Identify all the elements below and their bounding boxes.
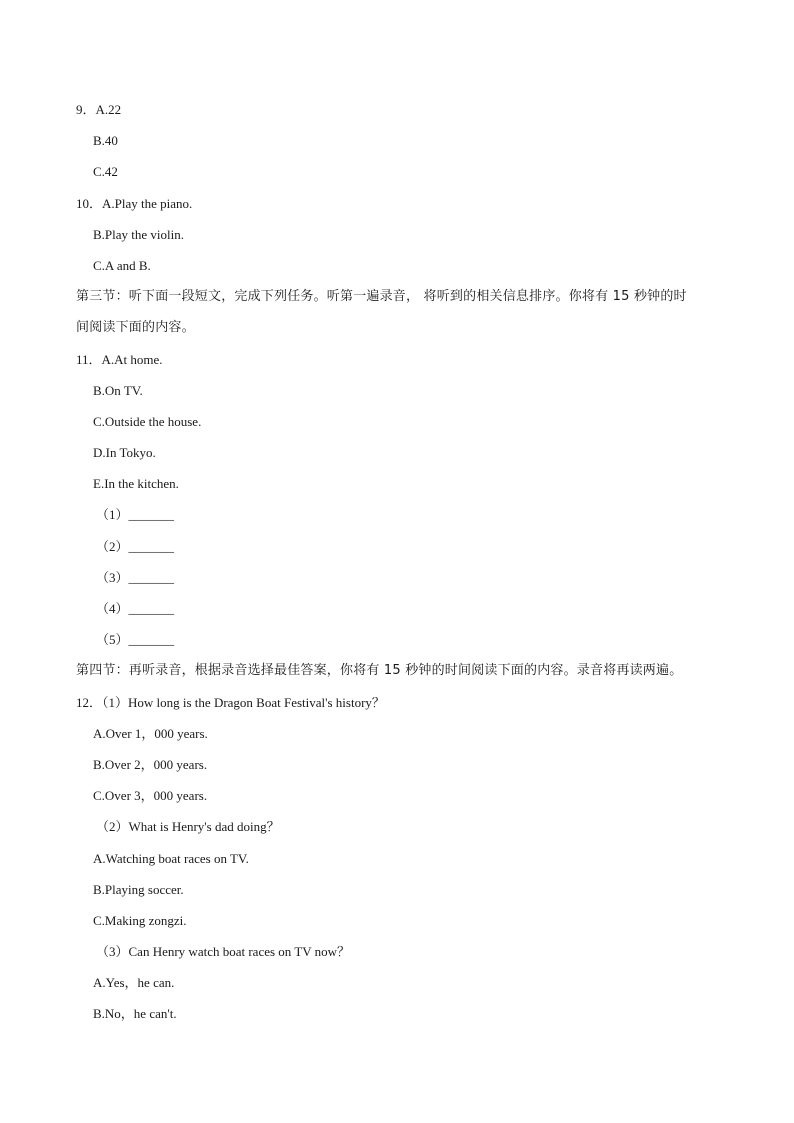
section-instruction: 间阅读下面的内容。 [76,320,195,336]
sub-question-line: （2）What is Henry's dad doing？ [96,819,280,835]
sub-question-line: （4）_______ [96,601,175,616]
answer-option: B.Over 2，000 years. [93,756,208,772]
question-line: 12．（1）How long is the Dragon Boat Festival's history？ [76,694,385,710]
answer-option: B.40 [93,133,118,149]
question-line: 9．A.22 [76,102,122,117]
sub-question-line: （3）_______ [96,569,175,585]
sub-question-line: （1）_______ [96,507,175,523]
answer-option: A.Watching boat races on TV. [93,850,249,866]
sub-question-line: （3）Can Henry watch boat races on TV now？ [96,944,351,960]
answer-option: D.In Tokyo. [93,445,156,461]
sub-question-line: （5）_______ [96,632,175,648]
answer-option: B.No，he can't. [93,1006,177,1022]
section-instruction: 第三节：听下面一段短文，完成下列任务。听第一遍录音， 将听到的相关信息排序。你将有 15 秒钟的时 [76,289,687,305]
section-instruction: 第四节：再听录音，根据录音选择最佳答案，你将有 15 秒钟的时间阅读下面的内容。录音将再读两遍。 [76,663,683,679]
answer-option: C.Over 3，000 years. [93,788,208,804]
answer-option: B.On TV. [93,382,143,398]
answer-option: C.Outside the house. [93,413,202,429]
sub-question-line: （2）_______ [96,538,175,554]
answer-option: C.A and B. [93,257,151,273]
question-line: 10．A.Play the piano. [76,195,193,211]
answer-option: B.Playing soccer. [93,881,184,897]
answer-option: C.Making zongzi. [93,912,187,928]
answer-option: E.In the kitchen. [93,476,179,492]
answer-option: C.42 [93,164,118,180]
answer-option: B.Play the violin. [93,226,184,242]
answer-option: A.Over 1，000 years. [93,725,208,741]
answer-option: A.Yes，he can. [93,975,175,991]
document-page [0,94,794,1030]
question-line: 11．A.At home. [76,351,163,367]
